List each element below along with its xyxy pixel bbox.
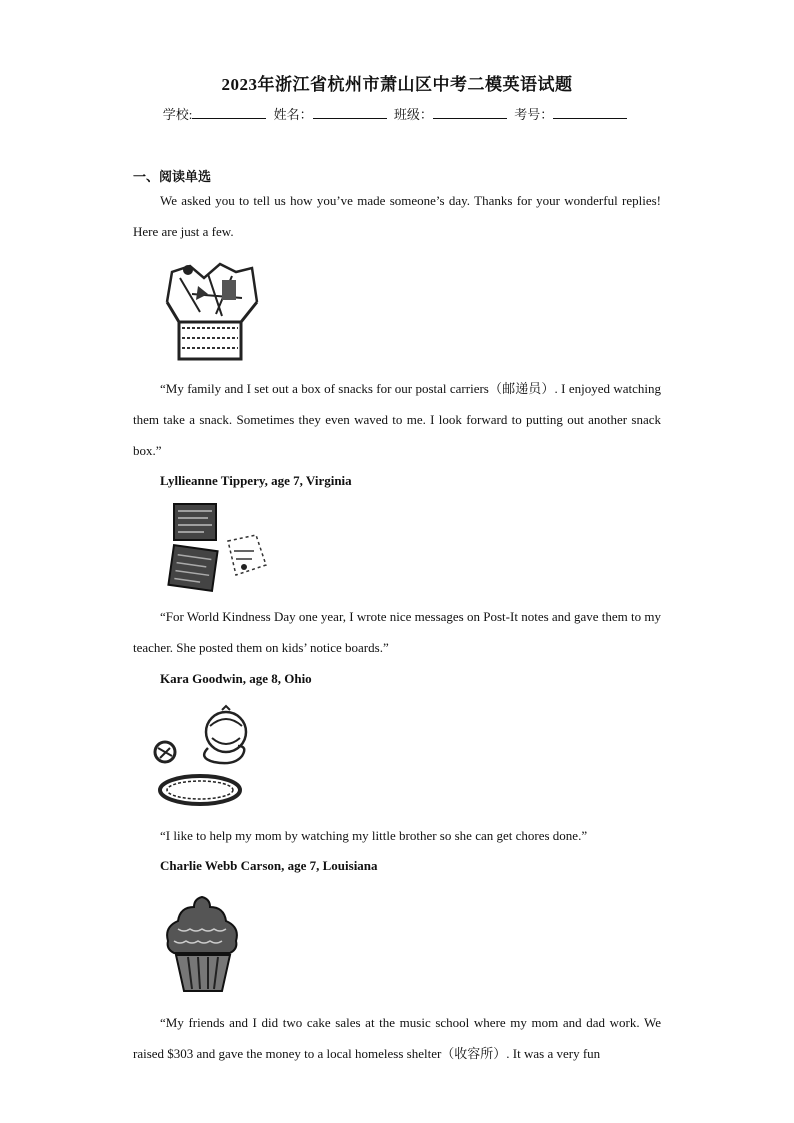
number-blank[interactable] bbox=[553, 106, 627, 119]
page-title: 2023年浙江省杭州市萧山区中考二模英语试题 bbox=[221, 75, 573, 94]
entry-quote-2: “For World Kindness Day one year, I wrote nice messages on Post-It notes and gave them to my teacher. She posted them on kids’ notice boards.” bbox=[133, 609, 661, 655]
class-blank[interactable] bbox=[433, 106, 507, 119]
entry-quote-1: “My family and I set out a box of snacks for our postal carriers（邮递员）. I enjoyed watching them take a snack. Sometimes they even waved to me. I look forward to putting out another snack box.” bbox=[133, 381, 661, 458]
passage-intro: We asked you to tell us how you’ve made someone’s day. Thanks for your wonderful replies! Here are just a few. bbox=[133, 193, 661, 239]
name-label: 姓名： bbox=[273, 107, 313, 122]
entry-author-2: Kara Goodwin, age 8, Ohio bbox=[160, 671, 312, 686]
name-blank[interactable] bbox=[313, 106, 387, 119]
number-label: 考号： bbox=[514, 107, 554, 122]
snack-box-drawing-icon bbox=[162, 258, 262, 362]
section-heading: 一、阅读单选 bbox=[133, 170, 212, 185]
school-blank[interactable] bbox=[192, 106, 266, 119]
entry-author-3: Charlie Webb Carson, age 7, Louisiana bbox=[160, 858, 378, 873]
cupcake-drawing-icon bbox=[164, 893, 242, 995]
post-it-notes-drawing-icon bbox=[166, 501, 270, 597]
student-info-line bbox=[0, 104, 794, 123]
toys-drawing-icon bbox=[152, 704, 252, 810]
entry-quote-4: “My friends and I did two cake sales at the music school where my mom and dad work. We raised $303 and gave the money to a local homeless shelter（收容所）. It was a very fun bbox=[133, 1015, 661, 1061]
class-label: 班级： bbox=[393, 107, 433, 122]
school-label: 学校: bbox=[162, 107, 193, 122]
entry-author-1: Lyllieanne Tippery, age 7, Virginia bbox=[160, 473, 352, 488]
entry-quote-3: “I like to help my mom by watching my little brother so she can get chores done.” bbox=[160, 828, 588, 843]
